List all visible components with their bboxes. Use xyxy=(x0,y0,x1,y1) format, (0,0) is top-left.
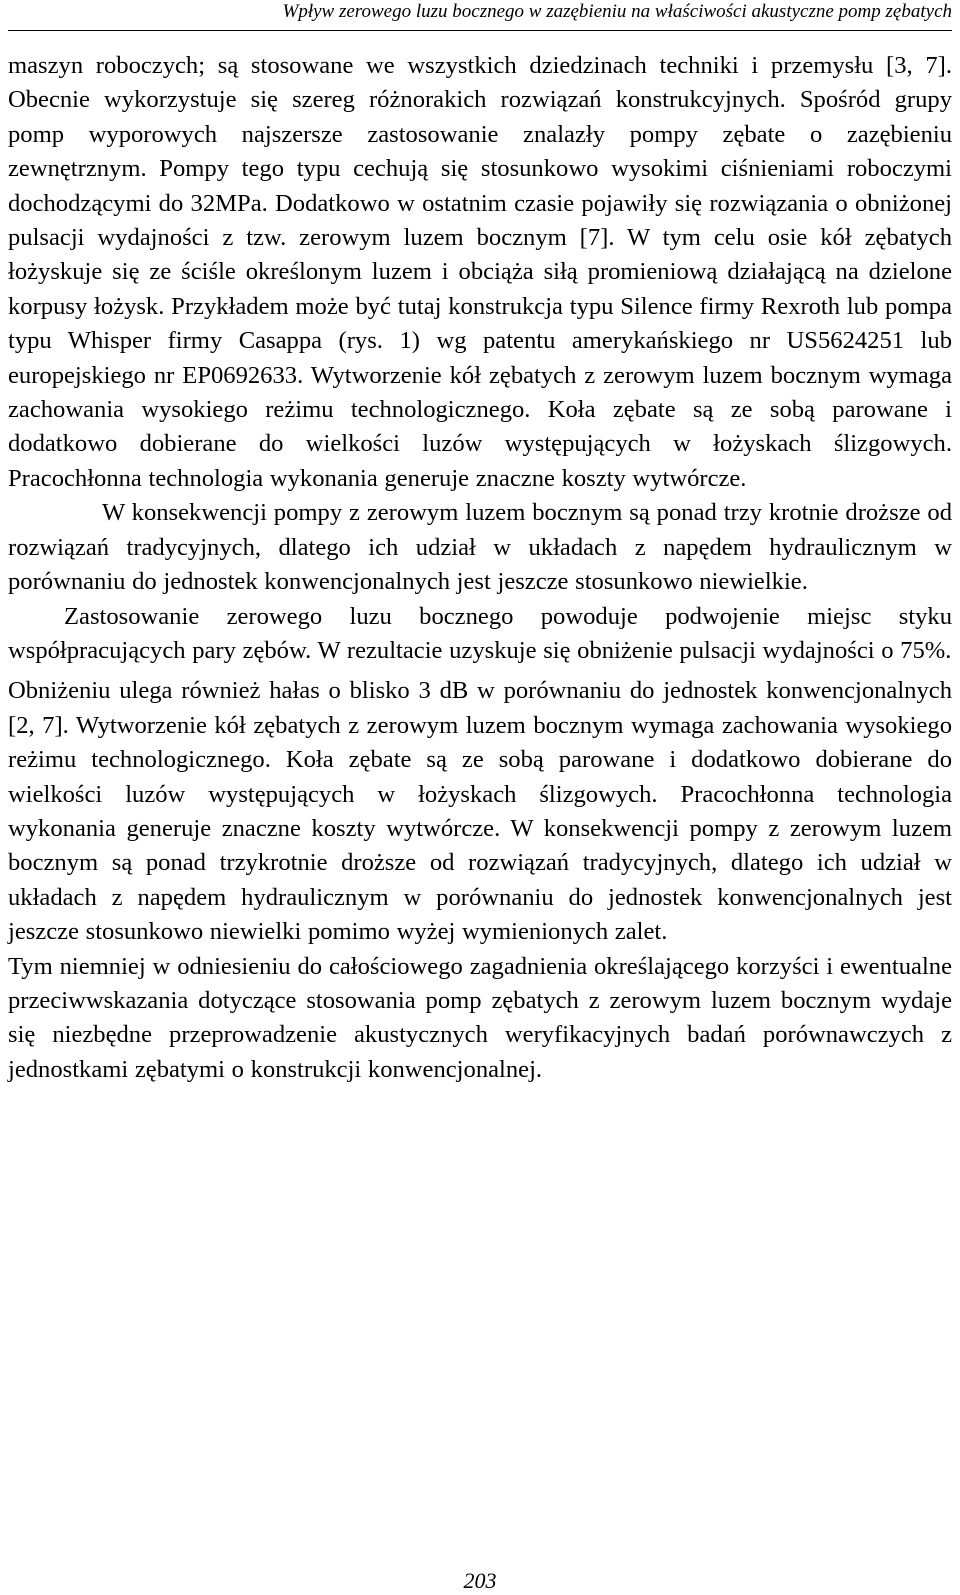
article-body xyxy=(8,49,952,1087)
paragraph-2: W konsekwencji pompy z zerowym luzem bocznym są ponad trzy krotnie droższe od rozwiązań tradycyjnych, dlatego ich udział w układach z napędem hydraulicznym w porównaniu do jednostek konwencjonalnych jest jeszcze stosunkowo niewielkie. xyxy=(8,499,952,596)
paragraph-4: Obniżeniu ulega również hałas o blisko 3 dB w porównaniu do jednostek konwencjonalnych [2, 7]. Wytworzenie kół zębatych z zerowym luzem bocznym wymaga zachowania wysokiego reżimu technologicznego. Koła zębate są ze sobą parowane i dodatkowo dobierane do wielkości luzów występujących w łożyskach ślizgowych. Pracochłonna technologia wykonania generuje znaczne koszty wytwórcze. W konsekwencji pompy z zerowym luzem bocznym są ponad trzykrotnie droższe od rozwiązań tradycyjnych, dlatego ich udział w układach z napędem hydraulicznym w porównaniu do jednostek konwencjonalnych jest jeszcze stosunkowo niewielki pomimo wyżej wymienionych zalet. xyxy=(8,677,952,946)
running-header xyxy=(8,0,952,31)
paragraph-3: Zastosowanie zerowego luzu bocznego powoduje podwojenie miejsc styku współpracujących pary zębów. W rezultacie uzyskuje się obniżenie pulsacji wydajności o 75%. xyxy=(8,602,952,664)
paragraph-5: Tym niemniej w odniesieniu do całościowego zagadnienia określającego korzyści i ewentualne przeciwwskazania dotyczące stosowania pomp zębatych z zerowym luzem bocznym wydaje się niezbędne przeprowadzenie akustycznych weryfikacyjnych badań porównawczych z jednostkami zębatymi o konstrukcji konwencjonalnej. xyxy=(8,952,952,1083)
paragraph-1: maszyn roboczych; są stosowane we wszystkich dziedzinach techniki i przemysłu [3, 7]. Obecnie wykorzystuje się szereg różnorakich rozwiązań konstrukcyjnych. Spośród grupy pomp wyporowych najszersze zastosowanie znalazły pompy zębate o zazębieniu zewnętrznym. Pompy tego typu cechują się stosunkowo wysokimi ciśnieniami roboczymi dochodzącymi do 32MPa. Dodatkowo w ostatnim czasie pojawiły się rozwiązania o obniżonej pulsacji wydajności z tzw. zerowym luzem bocznym [7]. W tym celu osie kół zębatych łożyskuje się ze ściśle określonym luzem i obciąża siłą promieniową działającą na dzielone korpusy łożysk. Przykładem może być tutaj konstrukcja typu Silence firmy Rexroth lub pompa typu Whisper firmy Casappa (rys. 1) wg patentu amerykańskiego nr US5624251 lub europejskiego nr EP0692633. Wytworzenie kół zębatych z zerowym luzem bocznym wymaga zachowania wysokiego reżimu technologicznego. Koła zębate są ze sobą parowane i dodatkowo dobierane do wielkości luzów występujących w łożyskach ślizgowych. Pracochłonna technologia wykonania generuje znaczne koszty wytwórcze. xyxy=(8,52,952,492)
running-title: Wpływ zerowego luzu bocznego w zazębieniu na właściwości akustyczne pomp zębatych xyxy=(282,1,952,22)
page-number: 203 xyxy=(463,1568,497,1593)
